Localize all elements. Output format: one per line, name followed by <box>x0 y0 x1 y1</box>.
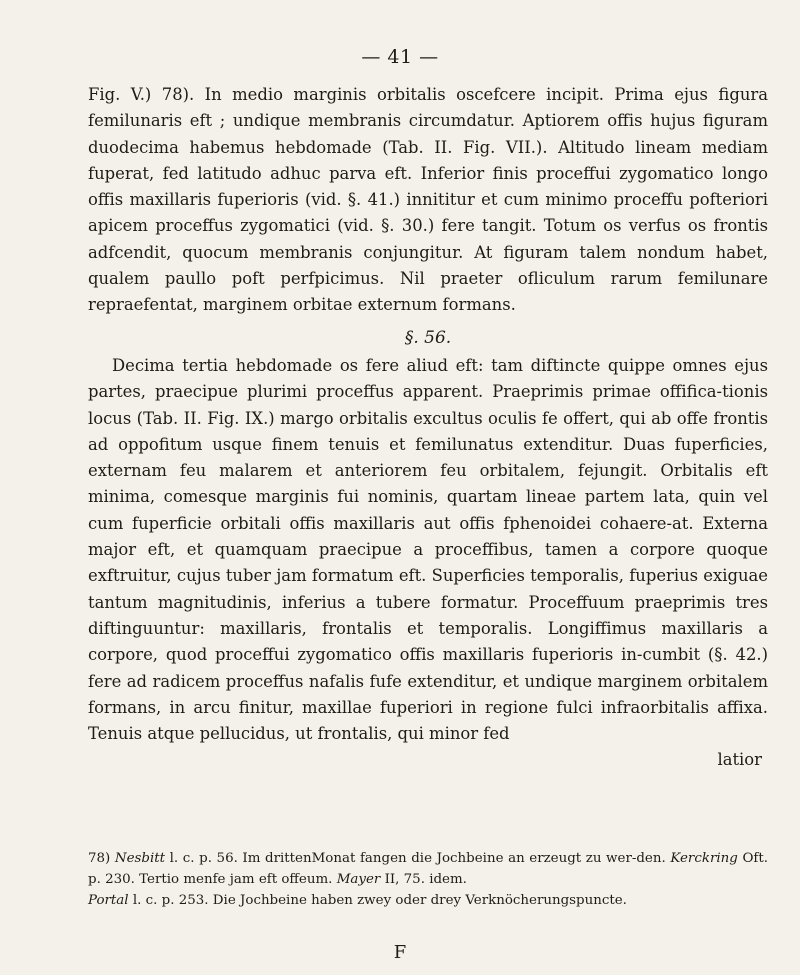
section-heading: §. 56. <box>404 327 452 348</box>
paragraph-fig-v: Fig. V.) 78). In medio marginis orbitalis oscefcere incipit. Prima ejus figura femilunaris eft ; undique membranis circumdatur. Aptiorem offis hujus figuram duodecima habemus hebdomade (Tab. II. Fig. VII.). Altitudo lineam mediam fuperat, fed latitudo adhuc parva eft. Inferior finis proceffui zygomatico longo offis maxillaris fuperioris (vid. §. 41.) innititur et cum minimo proceffu pofteriori apicem proceffus zygomatici (vid. §. 30.) fere tangit. Totum os verfus os frontis adfcendit, quocum membranis conjungitur. At figuram talem nondum habet, qualem paullo poft perfpicimus. Nil praeter ofliculum rarum femilunare repraefentat, marginem orbitae externum formans. <box>88 85 768 315</box>
footnote-author: Mayer <box>336 872 381 887</box>
footnote-author: Nesbitt <box>114 851 166 866</box>
signature-mark: F <box>393 942 407 963</box>
main-text <box>88 82 768 774</box>
footnote-author: Kerckring <box>670 851 738 866</box>
footnote-text: l. c. p. 253. Die Jochbeine haben zwey oder drey Verknöcherungspuncte. <box>132 893 627 908</box>
footnote-text: Oft. p. 230. Tertio menfe jam eft offeum. <box>88 851 769 887</box>
paragraph-section-56: Decima tertia hebdomade os fere aliud eft: tam diftincte quippe omnes ejus partes, praecipue plurimi proceffus apparent. Praeprimis primae offifica-tionis locus (Tab. II. Fig. IX.) margo orbitalis excultus oculis fe offert, qui ab offe frontis ad oppofitum usque finem tenuis et femilunatus extenditur. Duas fuperficies, externam feu malarem et anteriorem feu orbitalem, fejungit. Orbitalis eft minima, comesque marginis fui nominis, quartam lineae partem lata, quin vel cum fuperficie orbitali offis maxillaris aut offis fphenoidei cohaere-at. Externa major eft, et quamquam praecipue a proceffibus, tamen a corpore quoque exftruitur, cujus tuber jam formatum eft. Superficies temporalis, fuperius exiguae tantum magnitudinis, inferius a tubere formatur. Proceffuum praeprimis tres diftinguuntur: maxillaris, frontalis et temporalis. Longiffimus maxillaris a corpore, quod proceffui zygomatico offis maxillaris fuperioris in-cumbit (§. 42.) fere ad radicem proceffus nafalis fufe extenditur, et undique marginem orbitalem formans, in arcu finitur, maxillae fuperiori in regione fulci infraorbitalis affixa. Tenuis atque pellucidus, ut frontalis, qui minor fed <box>88 355 768 744</box>
footnote-text: II, 75. idem. <box>384 872 467 887</box>
footnote <box>88 848 768 911</box>
catchword: latior <box>717 750 762 770</box>
footnote-text: l. c. p. 56. Im drittenMonat fangen die Jochbeine an erzeugt zu wer-den. <box>169 851 666 866</box>
footnote-divider <box>88 844 768 845</box>
footnote-number: 78) <box>88 851 111 866</box>
footnote-author: Portal <box>88 893 129 908</box>
page-number: — 41 — <box>361 46 439 68</box>
